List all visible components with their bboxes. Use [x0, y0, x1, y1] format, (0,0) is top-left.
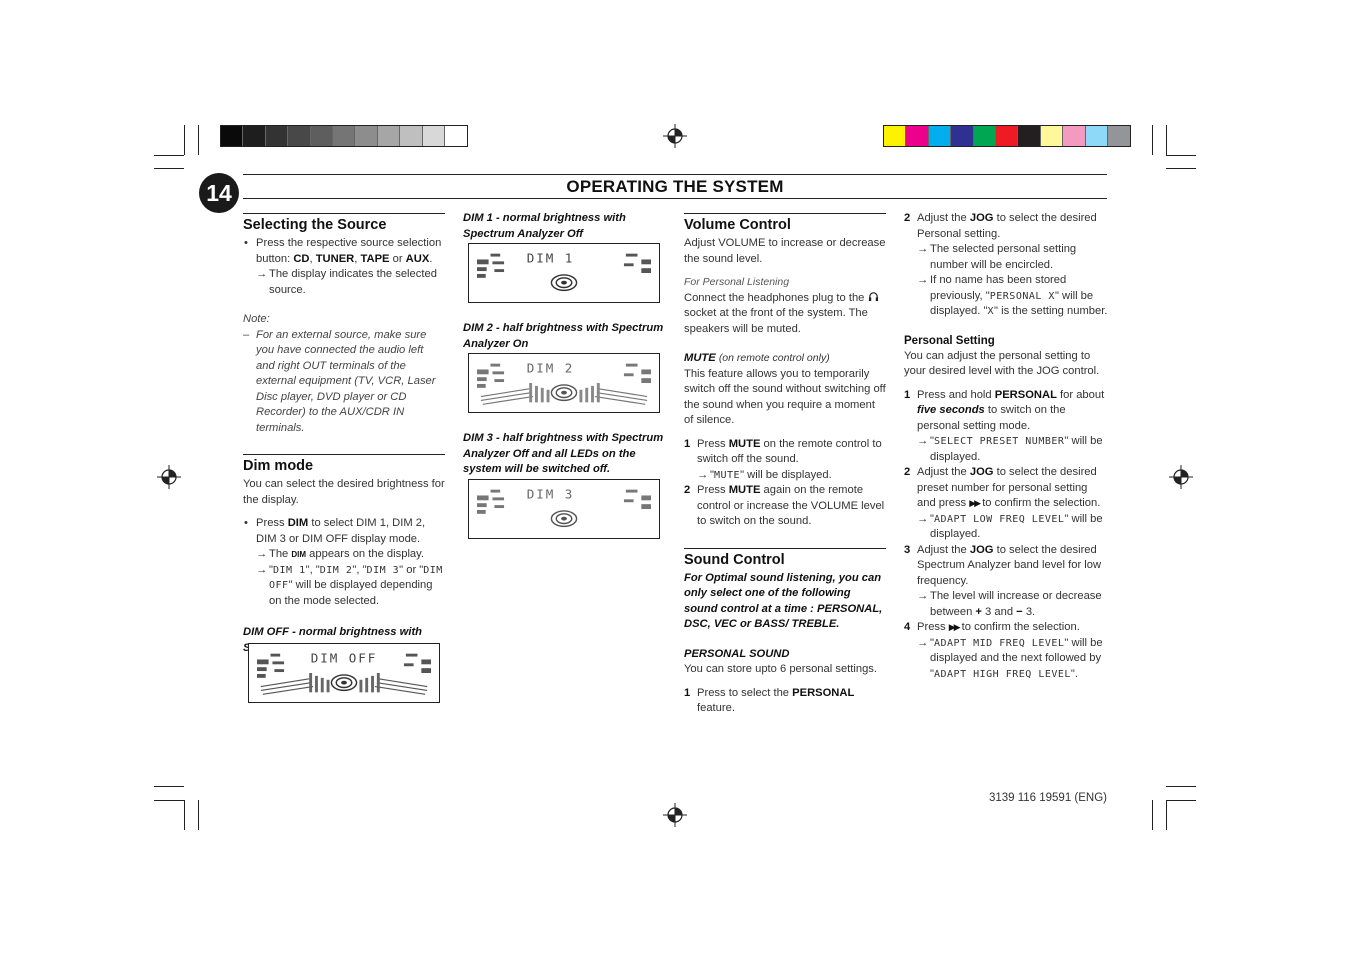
minus-icon: − — [1016, 605, 1023, 618]
arrow-icon: → — [917, 512, 929, 525]
arrow-icon: → — [256, 548, 268, 560]
column-2-part-2 — [463, 321, 668, 352]
arrow-icon: → — [256, 268, 268, 280]
gray-swatch-6 — [333, 126, 355, 146]
document-reference: 3139 116 19591 (ENG) — [988, 792, 1107, 804]
result-item: → "ADAPT LOW FREQ LEVEL" will be displayed. — [917, 512, 1103, 540]
list-item: • Press the respective source selection button: CD, TUNER, TAPE or AUX. — [243, 236, 445, 267]
step-item: 2 Adjust the JOG to select the desired preset number for personal setting and press ▶▶ to confirm the selection. — [904, 466, 1101, 509]
step-item: 4 Press ▶▶ to confirm the selection. — [904, 621, 1080, 633]
lcd-display-dim-1 — [468, 243, 660, 303]
step-item: 1 Press to select the PERSONAL feature. — [684, 686, 855, 714]
column-3 — [684, 213, 886, 717]
svg-text:DIM 2: DIM 2 — [526, 360, 575, 376]
gray-swatch-8 — [378, 126, 400, 146]
paragraph: You can select the desired brightness for the display. — [243, 478, 445, 506]
sub-heading-personal-sound: PERSONAL SOUND — [684, 647, 790, 660]
section-rule — [243, 454, 445, 455]
lcd-display-dim-off — [248, 643, 440, 703]
step-item: 2 Adjust the JOG to select the desired Personal setting. — [904, 212, 1097, 240]
result-item: → "SELECT PRESET NUMBER" will be displayed. — [917, 435, 1103, 463]
registration-mark-icon — [1169, 465, 1193, 489]
section-title-personal-setting: Personal Setting — [904, 334, 995, 347]
figure-caption-dim-off: DIM OFF - normal brightness with Spectrum Analyzer On — [243, 626, 422, 654]
note-text: – For an external source, make sure you have connected the audio left and right OUT terminals of the external equipment (TV, VCR, Laser Disc player, DVD player or CD Recorder) to the AUX/CDR IN terminals. — [243, 328, 436, 434]
paragraph-emphasis: For Optimal sound listening, you can only select one of the following sound control at a time : PERSONAL, DSC, VEC or BASS/ TREBLE. — [684, 571, 883, 630]
section-title-selecting-source: Selecting the Source — [243, 217, 387, 233]
result-item: → The display indicates the selected source. — [256, 268, 437, 296]
column-2-part-3 — [463, 431, 668, 478]
result-item: → The level will increase or decrease between + 3 and − 3. — [917, 590, 1102, 618]
registration-mark-icon — [663, 124, 687, 148]
sub-label-personal-listening: For Personal Listening — [684, 276, 790, 288]
figure-caption-dim-1: DIM 1 - normal brightness with Spectrum Analyzer Off — [463, 212, 626, 240]
dim-indicator-icon: DIM — [291, 550, 307, 559]
title-rule-top — [243, 174, 1107, 175]
note-label: Note: — [243, 313, 270, 325]
plus-icon: + — [975, 605, 982, 618]
step-item: 2 Press MUTE again on the remote control or increase the VOLUME level to switch on the sound. — [684, 484, 885, 527]
section-title-volume-control: Volume Control — [684, 217, 791, 233]
figure-caption-dim-3: DIM 3 - half brightness with Spectrum Analyzer Off and all LEDs on the system will be switched off. — [463, 432, 664, 475]
arrow-icon: → — [697, 468, 709, 481]
color-swatch-11 — [1108, 126, 1130, 146]
column-1 — [243, 213, 445, 662]
gray-swatch-7 — [355, 126, 377, 146]
svg-text:DIM 3: DIM 3 — [526, 486, 575, 502]
section-rule — [684, 213, 886, 214]
color-swatch-3 — [929, 126, 951, 146]
result-item: → "ADAPT MID FREQ LEVEL" will be displayed and the next followed by "ADAPT HIGH FREQ LEVEL". — [917, 636, 1103, 680]
arrow-icon: → — [917, 590, 929, 602]
section-rule — [684, 548, 886, 549]
paragraph: This feature allows you to temporarily switch off the sound without switching off the sound when you require a moment of silence. — [684, 367, 886, 426]
column-2 — [463, 211, 668, 242]
gray-swatch-4 — [288, 126, 310, 146]
color-swatch-2 — [906, 126, 928, 146]
figure-caption-dim-2: DIM 2 - half brightness with Spectrum Analyzer On — [463, 322, 664, 350]
step-item: 3 Adjust the JOG to select the desired Spectrum Analyzer band level for low frequency. — [904, 543, 1102, 587]
color-swatch-4 — [951, 126, 973, 146]
page-title: OPERATING THE SYSTEM — [566, 177, 784, 196]
result-item: → "MUTE" will be displayed. — [697, 468, 886, 484]
result-item: → The selected personal setting number will be encircled. — [917, 243, 1077, 271]
color-swatch-1 — [884, 126, 906, 146]
grayscale-swatch-bar — [220, 125, 468, 147]
gray-swatch-11 — [445, 126, 467, 146]
paragraph: Adjust VOLUME to increase or decrease the sound level. — [684, 237, 886, 265]
gray-swatch-10 — [423, 126, 445, 146]
title-rule-bottom — [243, 198, 1107, 199]
arrow-icon: → — [917, 243, 929, 255]
color-swatch-7 — [1018, 126, 1040, 146]
registration-mark-icon — [157, 465, 181, 489]
section-rule — [243, 213, 445, 214]
svg-text:DIM OFF: DIM OFF — [310, 650, 378, 666]
arrow-icon: → — [917, 274, 929, 286]
result-item: → The DIM appears on the display. — [256, 547, 445, 563]
gray-swatch-1 — [221, 126, 243, 146]
step-item: 1 Press and hold PERSONAL for about five seconds to switch on the personal setting mode. — [904, 388, 1105, 432]
lcd-display-dim-2 — [468, 353, 660, 413]
arrow-icon: → — [917, 435, 929, 447]
gray-swatch-9 — [400, 126, 422, 146]
result-item: → If no name has been stored previously, "PERSONAL X" will be displayed. "X" is the setting number. — [917, 274, 1108, 317]
page-number: 14 — [199, 173, 239, 213]
gray-swatch-5 — [311, 126, 333, 146]
fast-forward-icon: ▶▶ — [948, 622, 959, 632]
gray-swatch-2 — [243, 126, 265, 146]
mute-heading: MUTE (on remote control only) — [684, 352, 830, 364]
registration-mark-icon — [663, 803, 687, 827]
paragraph: You can store upto 6 personal settings. — [684, 663, 878, 675]
step-item: 1 Press MUTE on the remote control to switch off the sound. — [684, 437, 882, 465]
column-4 — [904, 211, 1108, 682]
section-title-sound-control: Sound Control — [684, 551, 785, 568]
result-item: → "DIM 1", "DIM 2", "DIM 3" or "DIM OFF" will be displayed depending on the mode selected. — [256, 563, 443, 607]
dash-icon: – — [243, 328, 250, 341]
list-item: • Press DIM to select DIM 1, DIM 2, DIM 3 or DIM OFF display mode. — [243, 516, 445, 547]
lcd-display-dim-3 — [468, 479, 660, 539]
color-swatch-bar — [883, 125, 1131, 147]
arrow-icon: → — [917, 636, 929, 649]
color-swatch-5 — [974, 126, 996, 146]
color-swatch-6 — [996, 126, 1018, 146]
gray-swatch-3 — [266, 126, 288, 146]
fast-forward-icon: ▶▶ — [969, 498, 980, 508]
color-swatch-10 — [1086, 126, 1108, 146]
headphones-icon — [868, 291, 879, 302]
color-swatch-9 — [1063, 126, 1085, 146]
paragraph: Connect the headphones plug to the socket at the front of the system. The speakers will be muted. — [684, 291, 886, 338]
paragraph: You can adjust the personal setting to your desired level with the JOG control. — [904, 349, 1100, 377]
section-title-dim-mode: Dim mode — [243, 458, 314, 474]
color-swatch-8 — [1041, 126, 1063, 146]
svg-text:DIM 1: DIM 1 — [526, 250, 575, 266]
arrow-icon: → — [256, 563, 268, 576]
